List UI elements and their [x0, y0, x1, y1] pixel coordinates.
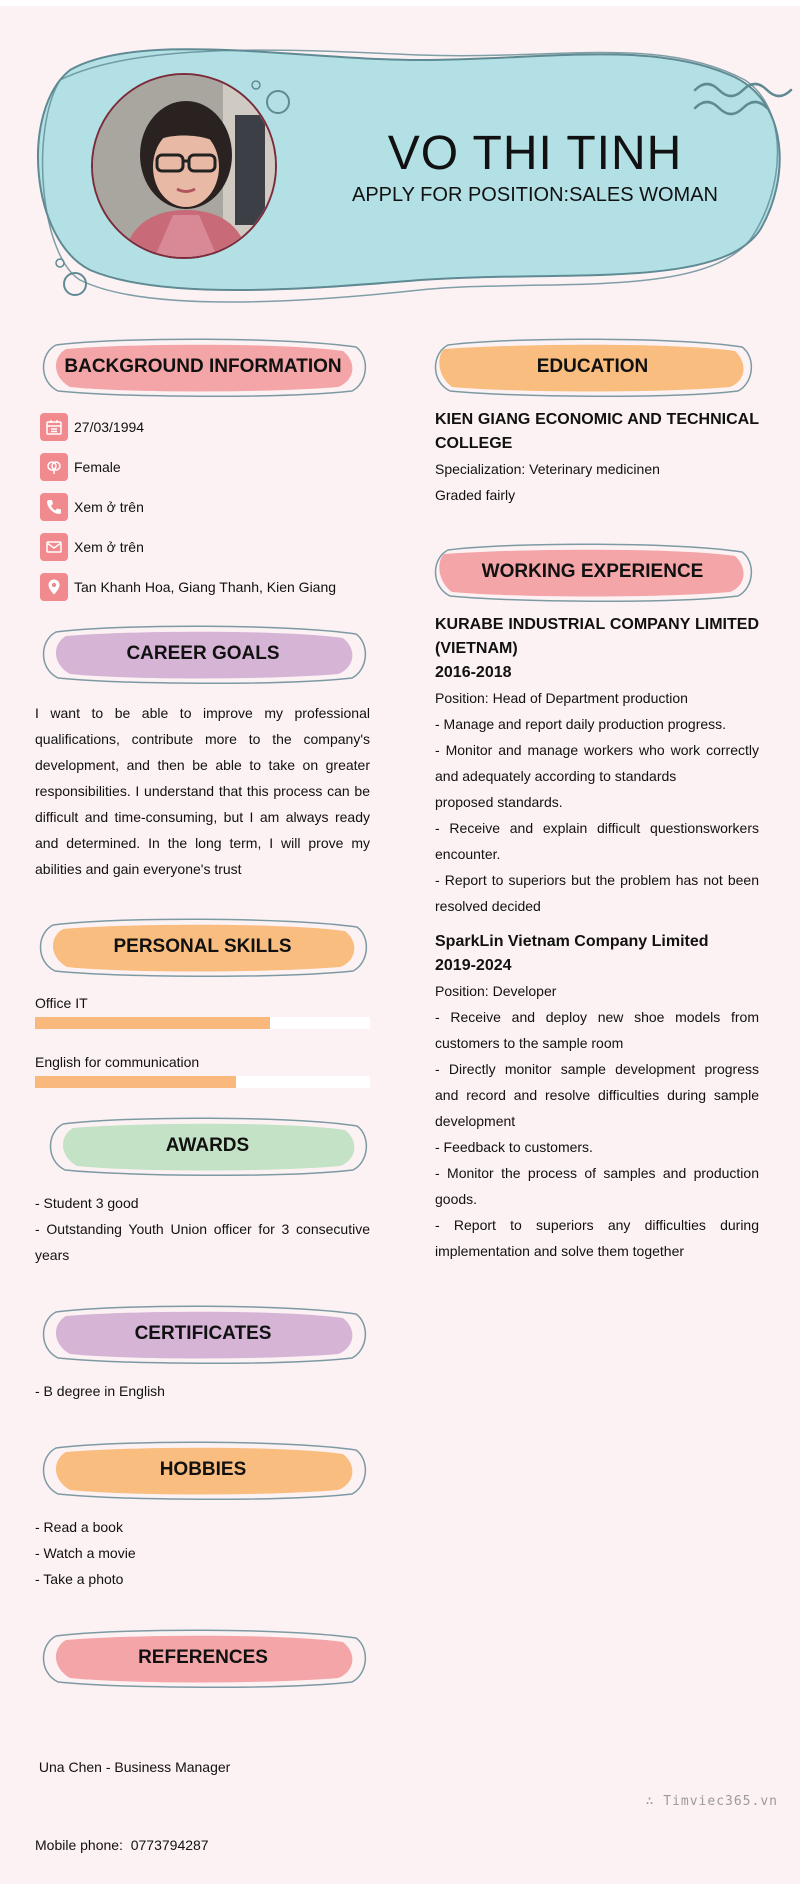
gender-icon — [40, 453, 68, 481]
phone-icon — [40, 493, 68, 521]
info-text: Female — [74, 459, 121, 475]
job-detail: development — [435, 1113, 516, 1129]
list-item: - Outstanding Youth Union officer for 3 consecutive — [35, 1221, 370, 1237]
info-text: Xem ở trên — [74, 539, 144, 555]
section-title: WORKING EXPERIENCE — [481, 561, 704, 582]
job-detail: - Directly monitor sample development progress — [435, 1061, 759, 1077]
job-detail: Position: Head of Department production — [435, 690, 688, 706]
job-detail: - Feedback to customers. — [435, 1139, 593, 1155]
job-detail: goods. — [435, 1191, 478, 1207]
school-name: KIEN GIANG ECONOMIC AND TECHNICAL — [435, 411, 759, 428]
skill-bar-fill — [35, 1076, 236, 1088]
text-line: and determined. In the long term, I will prove my — [35, 835, 370, 851]
section-heading-awards — [45, 1114, 370, 1178]
section-heading-skills — [35, 915, 370, 979]
section-title: EDUCATION — [536, 356, 649, 377]
section-title: CERTIFICATES — [134, 1323, 272, 1344]
job-detail: - Receive and deploy new shoe models from — [435, 1009, 759, 1025]
section-title: BACKGROUND INFORMATION — [64, 356, 342, 377]
section-heading-experience — [430, 540, 755, 604]
job-detail: and adequately according to standards — [435, 768, 677, 784]
section-heading-background — [38, 335, 368, 399]
text-line: qualifications, contribute more to the company's — [35, 731, 370, 747]
section-heading-education — [430, 335, 755, 399]
job-entry — [435, 930, 759, 1264]
text-line: difficult and time-consuming, but I am always ready — [35, 809, 370, 825]
job-detail: resolved decided — [435, 898, 541, 914]
email-icon — [40, 533, 68, 561]
section-heading-references — [38, 1626, 368, 1690]
skill-name: English for communication — [35, 1054, 200, 1070]
awards-list — [35, 1190, 370, 1268]
job-detail: proposed standards. — [435, 794, 563, 810]
skill-name: Office IT — [35, 995, 88, 1011]
job-detail: encounter. — [435, 846, 501, 862]
calendar-icon — [40, 413, 68, 441]
references-list — [35, 1702, 370, 1884]
job-detail: implementation and solve them together — [435, 1243, 685, 1259]
job-detail: - Report to superiors but the problem has not been — [435, 872, 759, 888]
reference-contact: Una Chen - Business Manager — [35, 1759, 231, 1775]
skill-bar-track — [35, 1076, 370, 1088]
school-name: COLLEGE — [435, 435, 513, 452]
info-text: Xem ở trên — [74, 499, 144, 515]
info-row-address — [40, 572, 336, 602]
company-name: SparkLin Vietnam Company Limited — [435, 933, 709, 950]
education-details — [435, 408, 759, 508]
skill-bar-fill — [35, 1017, 270, 1029]
info-text: 27/03/1994 — [74, 419, 145, 435]
job-detail: and record and resolve difficulties during sample — [435, 1087, 759, 1103]
info-row-birthdate — [40, 412, 144, 442]
avatar — [91, 73, 277, 259]
section-title: PERSONAL SKILLS — [113, 936, 292, 957]
reference-phone: Mobile phone: 0773794287 — [35, 1837, 209, 1853]
job-detail: customers to the sample room — [435, 1035, 624, 1051]
company-name: (VIETNAM) — [435, 640, 518, 657]
text-line: I want to be able to improve my professional — [35, 705, 370, 721]
job-detail: - Monitor and manage workers who work correctly — [435, 742, 759, 758]
job-detail: - Manage and report daily production progress. — [435, 716, 727, 732]
info-text: Tan Khanh Hoa, Giang Thanh, Kien Giang — [74, 579, 337, 595]
specialization: Specialization: Veterinary medicinen — [435, 461, 660, 477]
section-title: REFERENCES — [138, 1647, 268, 1668]
section-title: AWARDS — [165, 1135, 250, 1156]
list-item: - Take a photo — [35, 1571, 124, 1587]
job-entry — [435, 613, 759, 919]
info-row-phone — [40, 492, 144, 522]
location-pin-icon — [40, 573, 68, 601]
job-detail: - Monitor the process of samples and production — [435, 1165, 759, 1181]
list-item: years — [35, 1247, 70, 1263]
job-detail: - Report to superiors any difficulties during — [435, 1217, 759, 1233]
section-heading-certificates — [38, 1302, 368, 1366]
text-line: abilities and gain everyone's trust — [35, 861, 242, 877]
list-item: - Read a book — [35, 1519, 123, 1535]
job-detail: - Receive and explain difficult questionsworkers — [435, 820, 759, 836]
info-row-gender — [40, 452, 121, 482]
text-line: development, and then be able to take on greater — [35, 757, 370, 773]
section-heading-career — [38, 622, 368, 686]
section-title: CAREER GOALS — [126, 643, 280, 664]
list-item: - B degree in English — [35, 1383, 165, 1399]
list-item: - Student 3 good — [35, 1195, 139, 1211]
text-line: responsibilities. I understand that this process can be — [35, 783, 370, 799]
job-period: 2016-2018 — [435, 664, 512, 681]
certificates-list — [35, 1378, 370, 1404]
grade: Graded fairly — [435, 487, 516, 503]
skill-bar-track — [35, 1017, 370, 1029]
section-heading-hobbies — [38, 1438, 368, 1502]
section-title: HOBBIES — [159, 1459, 247, 1480]
info-row-email — [40, 532, 144, 562]
hobbies-list — [35, 1514, 370, 1592]
company-name: KURABE INDUSTRIAL COMPANY LIMITED — [435, 616, 759, 633]
job-period: 2019-2024 — [435, 957, 512, 974]
applied-position: APPLY FOR POSITION:SALES WOMAN — [351, 184, 718, 206]
job-detail: Position: Developer — [435, 983, 557, 999]
candidate-name: VO THI TINH — [387, 127, 683, 180]
career-goals-text — [35, 700, 370, 882]
watermark: ∴ Timviec365.vn — [645, 1794, 778, 1809]
list-item: - Watch a movie — [35, 1545, 136, 1561]
